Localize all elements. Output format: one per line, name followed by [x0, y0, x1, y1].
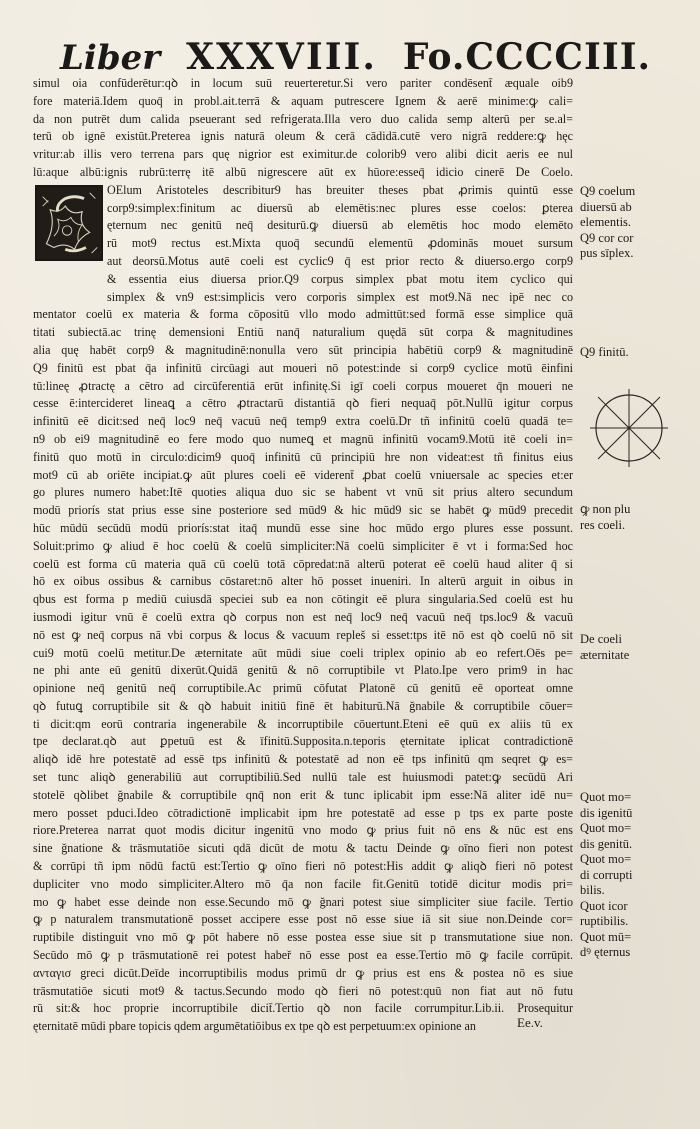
- margin-note-quot-modis: [580, 790, 680, 961]
- text-line: aut deorsū.Motus autē coeli est cyclic9 q̄ est prior recto & diuerso.ergo corp9: [107, 253, 573, 268]
- margin-line: pus sīplex.: [580, 246, 634, 260]
- text-line: mentator coelū ex materia & forma cōpositū vllo modo admittūt:sed formā esse simplice quā: [33, 307, 573, 322]
- text-line: mo ꝙ habet esse deinde non esse.Secundo mō ꝙ ğnari potest siue simpliciter siue facile. Tertio: [33, 894, 573, 909]
- margin-line: dis genitū.: [580, 836, 633, 851]
- header-volume: XXXVIII.: [186, 36, 377, 78]
- text-line: simul oia confūderētur:qꝺ in locum suū reuerteretur.Si vero pariter condēsent̄ æquale oib9: [33, 76, 573, 90]
- text-line: ti dicit:qm eorū contraria ingenerabile & incorruptibile cōuertunt.Eteni eē quū ex aliis tū ex: [33, 716, 573, 731]
- text-line: nō est ꝙ neq̄ corpus nā vbi corpus & locus & vacuum repleš si esset:tps itē nō est qꝺ coelū nō sit: [33, 627, 573, 642]
- margin-line: Q9 coelum: [580, 184, 636, 198]
- text-line: opinione neq̄ genitū neq̄ corruptibile.Ac primū cōfutat Platonē cū genitū eē oporteat omne: [33, 681, 573, 696]
- margin-line: res coeli.: [580, 517, 626, 532]
- text-line: n9 ob ei9 magnitudinē eo fere modo quo numeꝗ et magnū infinitū vocam9.Motū itē coeli in=: [33, 431, 573, 446]
- text-line: titati subiectā.ac trinę demensioni Entiū nanq̄ naturalium quędā sūt corpa & magnitudines: [33, 325, 573, 340]
- text-line: vritur:ab illis vero terrena pars quę nigrior est eximitur.de colorib9 vero alibi dicit aeris ee nul: [33, 147, 573, 162]
- main-text-block: [33, 75, 573, 1036]
- text-line: cesse ē:intercideret lineaꝗ a cētro ꝓtractarū distantiā qꝺ fieri nequaq̄ pōt.Nullū igitur corpus: [33, 396, 573, 411]
- text-line: ęternitatē mūdi pbare topicis qdem argumētatiōibus ex tpe qꝺ est perpetuum:ex opinione an: [33, 1019, 476, 1034]
- text-line: coelū est forma cū materia quā cū coelū totā cōpredat:nā alterū poterat eē coelū haud aliter q̄ si: [33, 556, 573, 571]
- text-line: Soluit:primo ꝙ aliud ē hoc coelū & coelū simpliciter:Nā coelū simpliciter ē vt i forma:Sed hoc: [33, 538, 573, 553]
- text-line: sine ğnatione & trāsmutatiōe sicuti qdā dicūt de motu & tactu Deinde ꝙ oīno fieri non potest: [33, 841, 573, 856]
- text-line: Q9 finitū est pbat q̄a infinitū circūagi aut moueri nō potest:inde si corp9 cyclice motū ēinfini: [33, 360, 573, 375]
- margin-note-coelum: [580, 184, 680, 262]
- text-line: da non putrēt dum calida pseuerant sed refrigerata.Illa vero duo calida semp alterū per se.al=: [33, 111, 573, 126]
- running-header: [60, 30, 652, 78]
- margin-line: Quot mo=: [580, 790, 632, 804]
- text-line: ne phi ante eū genitū dixerūt.Quidā genitū & nō corruptibile vt Plato.Ipe vero prim9 in hac: [33, 663, 573, 678]
- text-line: qbus est forma p mediū cuiusdā speciei sub ea non cōtingit eē plura singularia.Sed coelū est hu: [33, 592, 573, 607]
- text-line: lū:aque albū:ignis rubrū:terrę itē albū nigrescere aūt ex hūore:esseq̄ idicio cinerē De Coelo.: [33, 164, 573, 179]
- margin-note-finitum: [580, 345, 680, 361]
- text-line: & essentia eius diuersa prior.Q9 corpus simplex pbat motu item cyclico qui: [107, 271, 573, 286]
- text-line: OElum Aristoteles describitur9 has breuiter theses pbat ꝓrimis quintū esse: [107, 182, 573, 197]
- margin-line: Q9 finitū.: [580, 345, 629, 359]
- text-line: rū mot9 rectus est.Mixta quoq̄ secundū elementū ꝓdominās mouet sursum: [107, 236, 573, 251]
- text-line: hūc mūdū secūdū modū priorís:stat itaq̄ mundū esse sine hoc mūdo ergo plures esse possunt.: [33, 520, 573, 535]
- text-line: qꝺ futuꝗ corruptibile sit & qꝺ habuit initiū finē ēt habiturū.Nā ğnabile & corruptibile cōuer=: [33, 698, 573, 713]
- margin-line: dꝰ ęternus: [580, 945, 631, 959]
- text-line: mot9 cū ab oriēte incipiat.ꝙ aūt plures coeli eē viderent̄ ꝓbat coelū vniuersale ac species et:er: [33, 467, 573, 482]
- text-line: go plures numero habet:Itē quoties aliqua duo sic se habent vt vnū sit prius altero secundum: [33, 485, 573, 500]
- text-line: finitū quo motū in circulo:dicim9 quoq̄ infinitū cū principiū hre non videat:est tñ finitus eius: [33, 449, 573, 464]
- text-line: & corrūpi tñ ipm nōdū factū est:Tertio ꝙ oīno fieri nō potest:His addit ꝙ aliqꝺ fieri nō potest: [33, 859, 573, 874]
- text-line: mero posset pduci.Ideo cōtradictionē implicabit ipm hre potestatē ad esse p tps ex parte poste: [33, 805, 573, 820]
- margin-line: Quot mū=: [580, 929, 632, 944]
- text-line: riore.Preterea narrat quot modis dicitur ingenitū vno modo ꝙ prius fuit nō ens & nūc est ens: [33, 823, 573, 838]
- margin-line: elementis.: [580, 215, 632, 229]
- header-folio: Fo.CCCCIII.: [402, 36, 652, 78]
- margin-line: diuersū ab: [580, 199, 632, 214]
- text-line: corp9:simplex:finitum ac diuersū ab elemētis:nec plures esse coelos: ꝑterea: [107, 200, 573, 215]
- margin-line: dis igenitū: [580, 805, 633, 820]
- text-line: fore materiā.Idem quoq̄ in probl.ait.terrā & aquam putrescere Ignem & aerē minime:ꝙ cali=: [33, 93, 573, 108]
- margin-note-plures-coeli: [580, 502, 680, 533]
- text-line: set tunc aliqꝺ generabiliū aut corruptibiliū.Sed nullū tale est huiusmodi patet:ꝙ secūdū Ari: [33, 770, 573, 785]
- text-line: cui9 motū coelū metitur.De æternitate aūt mūdi siue coeli triplex opinio ab eo refert.Oēs pe=: [33, 645, 573, 660]
- catchword: Ee.v.: [517, 1015, 543, 1030]
- text-line: rū sit:& hoc proprie incorruptibile dicit̄.Tertio qꝺ non facile corrumpitur.Lib.ii. Prosequitur: [33, 1001, 573, 1016]
- margin-line: bilis.: [580, 883, 605, 897]
- text-line: modū priorís stat prius esse sine posteriore sed mūd9 & hic mūd9 sic se habēt ꝙ mūd9 precedit: [33, 503, 573, 518]
- margin-line: æternitate: [580, 647, 630, 662]
- text-line: ęternum nec genitū neq̄ desiturū.ꝙ diuersū ab elemētis hoc modo elemēto: [107, 218, 573, 233]
- margin-line: Quot mo=: [580, 821, 632, 835]
- text-line: terū ob ignē existūt.Preterea ignis naturā oleum & cerā cādidā.cutē vero nigrā reddere:ꝙ hęc: [33, 129, 573, 144]
- margin-line: Q9 cor cor: [580, 230, 634, 245]
- text-line: ruptibile distinguit vno mō ꝙ pōt habere nō esse postea esse siue sit p transmutatione siue non.: [33, 930, 573, 945]
- circle-diagram: [586, 385, 672, 471]
- text-line: ꝙ p naturalem transmutationē posset accipere esse post nō esse siue iā sit siue non.Deinde cor=: [33, 912, 573, 927]
- margin-line: Quot mo=: [580, 852, 632, 866]
- text-line: trāsmutatiōe sicuti mot9 & tactus.Secundo modo qꝺ fieri nō potest:quū non fiat aut nō futu: [33, 983, 573, 998]
- margin-line: Quot icor: [580, 898, 628, 913]
- margin-line: ruptibilis.: [580, 914, 629, 928]
- margin-line: di corrupti: [580, 867, 633, 882]
- text-line: alia quę habēt corp9 & magnitudinē:nonulla vero sūt principia habētiū corp9 & magnitudinē: [33, 342, 573, 357]
- text-line: hō ex oibus ossibus & carnibus cōstaret:nō alter hō posset inueniri. In alterū arguit in oibus in: [33, 574, 573, 589]
- text-line: tpe declarat.qꝺ aut ꝑpetuū est & īfinitū.Supposita.n.teporis ęternitate iplicat contradictionē: [33, 734, 573, 749]
- text-line: simplex & vn9 est:simplicis vero corporis simplex est mot9.Nā nec ipē nec co: [107, 289, 573, 304]
- text-line: iusmodi igitur vnū ē coelū extra qꝺ corpus non est neq̄ loc9 neq̄ vacuū neq̄ tps.loc9 & vacuū: [33, 609, 573, 624]
- text-line: aliqꝺ idē hre potestatē ad essē tps infinitū & potestatē ad non eē tps infinitū qm seqret ꝙ es=: [33, 752, 573, 767]
- text-line: stotelē qꝺlibet ğnabile & corruptibile qnq̄ non erit & tunc iplicabit ipm esse:Nā aliter idē nu=: [33, 787, 573, 802]
- text-line: Secūdo mō ꝙ p trāsmutationē rei potest habeř nō esse post ea esse.Tertio mō ꝙ facile corrūpit.: [33, 948, 573, 963]
- margin-note-aeternitate: [580, 632, 680, 663]
- text-line: infinitū eē dicit:sed neq̄ loc9 neq̄ vacuū neq̄ temp9 extra coelū.Dr tñ infinitū coelū quadā te=: [33, 414, 573, 429]
- text-line: ανταγισ greci dicūt.Deīde incorruptibilis modus primū dr ꝙ prius est ens & postea nō es siue: [33, 965, 573, 980]
- text-line: tū:lineę ꝓtractę a cētro ad circūferentiā erūt infinitę.Si igī coeli corpus moueret q̄n moueri ne: [33, 378, 573, 393]
- margin-line: ꝙ non plu: [580, 502, 631, 516]
- text-line: dupliciter vno modo simpliciter.Altero mō q̄a non facile fit.Genitū totidē dicitur modis pri=: [33, 876, 573, 891]
- margin-line: De coeli: [580, 632, 622, 646]
- header-liber: Liber: [60, 38, 161, 78]
